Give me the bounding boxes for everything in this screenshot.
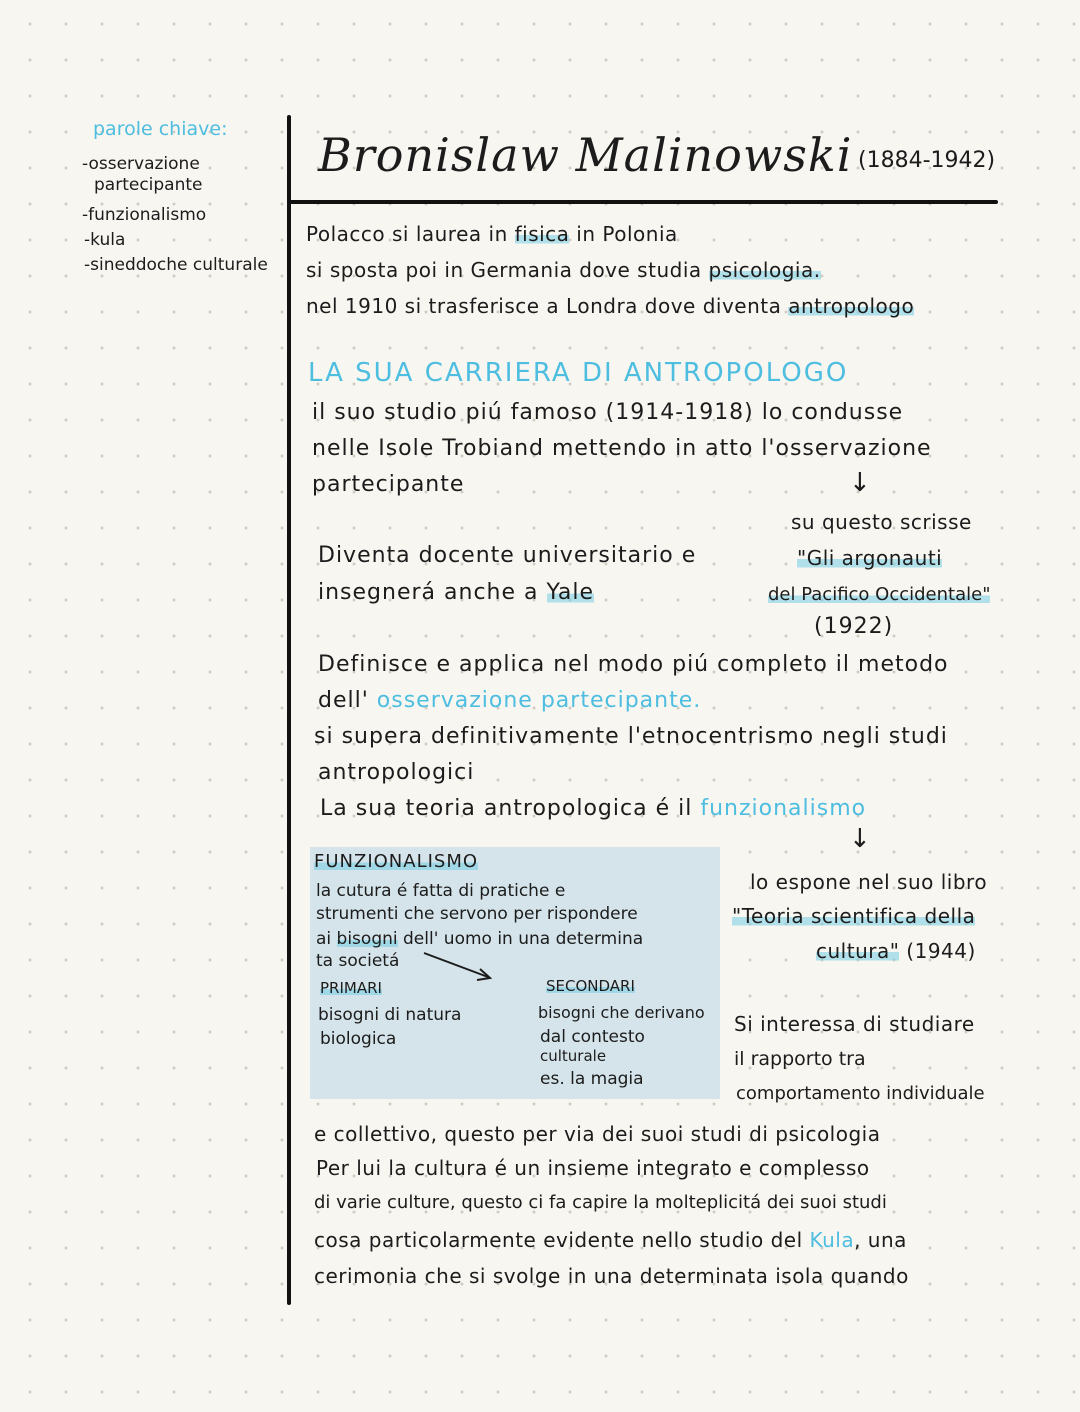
closing-line-4 xyxy=(314,1228,907,1252)
vertical-divider xyxy=(287,115,291,1305)
intro-text: nel 1910 si trasferisce a Londra dove diventa xyxy=(306,294,782,318)
method-line-1: Definisce e applica nel modo piú completo il metodo xyxy=(318,652,949,677)
interest-line-1: Si interessa di studiare xyxy=(734,1012,975,1036)
career-line-2: nelle Isole Trobiand mettendo in atto l'osservazione xyxy=(312,436,932,461)
box-line-1: la cutura é fatta di pratiche e xyxy=(316,881,566,901)
page-title: Bronislaw Malinowski xyxy=(318,128,853,182)
header-underline xyxy=(287,200,998,204)
docente-line-2 xyxy=(318,580,594,605)
closing-text: cosa particolarmente evidente nello studio del xyxy=(314,1228,803,1252)
highlight-pacifico: del Pacifico Occidentale" xyxy=(768,584,991,605)
career-line-3: partecipante xyxy=(312,472,465,497)
keyword-item: -funzionalismo xyxy=(82,205,207,225)
intro-text: si sposta poi in Germania dove studia xyxy=(306,258,702,282)
book2-line-1: lo espone nel suo libro xyxy=(750,870,988,894)
box-text: dell' uomo in una determina xyxy=(403,929,644,949)
highlight-antropologo: antropologo xyxy=(788,294,915,318)
interest-line-2: il rapporto tra xyxy=(734,1048,866,1070)
intro-line-1 xyxy=(306,222,678,246)
keyword-item: -osservazione xyxy=(82,154,200,174)
method-line-5 xyxy=(320,796,866,821)
highlight-bisogni: bisogni xyxy=(336,929,398,949)
docente-line-1: Diventa docente universitario e xyxy=(318,543,697,568)
primari-line-1: bisogni di natura xyxy=(318,1005,462,1025)
highlight-fisica: fisica xyxy=(514,222,570,246)
book1-year: (1922) xyxy=(814,614,894,639)
intro-line-3 xyxy=(306,294,914,318)
intro-text: Polacco si laurea in xyxy=(306,222,508,246)
sidebar-heading: parole chiave: xyxy=(93,118,228,140)
interest-line-3: comportamento individuale xyxy=(736,1083,985,1104)
closing-keyword: Kula xyxy=(809,1228,855,1252)
title-dates: (1884-1942) xyxy=(858,148,996,173)
secondari-line-1: bisogni che derivano xyxy=(538,1003,705,1022)
highlight-teoria: "Teoria scientifica della xyxy=(732,904,976,928)
book2-line-3 xyxy=(816,939,976,963)
method-line-3: si supera definitivamente l'etnocentrismo negli studi xyxy=(314,724,948,749)
primari-title-text: PRIMARI xyxy=(320,979,382,997)
keyword-item: -kula xyxy=(84,230,126,250)
book1-line-1: su questo scrisse xyxy=(791,510,972,534)
method-line-4: antropologici xyxy=(318,760,475,785)
closing-line-5: cerimonia che si svolge in una determinata isola quando xyxy=(314,1264,909,1288)
section-heading-career: LA SUA CARRIERA DI ANTROPOLOGO xyxy=(308,358,849,388)
book1-line-2 xyxy=(797,546,942,570)
career-line-1: il suo studio piú famoso (1914-1918) lo condusse xyxy=(312,400,904,425)
arrow-down-icon: ↓ xyxy=(849,468,871,498)
secondari-line-4: es. la magia xyxy=(540,1069,644,1089)
secondari-line-3: culturale xyxy=(540,1047,607,1065)
book2-year: (1944) xyxy=(906,939,976,963)
method-text: La sua teoria antropologica é il xyxy=(320,796,693,821)
highlight-yale: Yale xyxy=(546,580,595,605)
docente-text: insegnerá anche a xyxy=(318,580,539,605)
highlight-cultura: cultura" xyxy=(816,939,900,963)
box-title-text: FUNZIONALISMO xyxy=(314,851,479,872)
box-title xyxy=(314,851,478,872)
funzionalismo-box xyxy=(310,847,720,1099)
secondari-title xyxy=(546,977,635,995)
book1-line-3 xyxy=(768,584,990,605)
primari-title xyxy=(320,979,382,997)
method-keyword: osservazione partecipante. xyxy=(376,688,702,713)
box-line-4: ta societá xyxy=(316,951,400,971)
closing-line-2: Per lui la cultura é un insieme integrato e complesso xyxy=(316,1156,870,1180)
secondari-title-text: SECONDARI xyxy=(546,977,635,995)
secondari-line-2: dal contesto xyxy=(540,1027,645,1047)
closing-line-1: e collettivo, questo per via dei suoi studi di psicologia xyxy=(314,1122,881,1146)
keyword-item: partecipante xyxy=(94,175,203,195)
box-line-2: strumenti che servono per rispondere xyxy=(316,904,638,924)
method-text: dell' xyxy=(318,688,369,713)
primari-line-2: biologica xyxy=(320,1029,397,1049)
arrow-diagonal-icon xyxy=(420,947,500,987)
closing-text: , una xyxy=(854,1228,907,1252)
intro-line-2 xyxy=(306,258,821,282)
highlight-psicologia: psicologia. xyxy=(708,258,821,282)
highlight-argonauti: "Gli argonauti xyxy=(797,546,943,570)
box-text: ai xyxy=(316,929,332,949)
book2-line-2 xyxy=(732,904,975,928)
closing-line-3: di varie culture, questo ci fa capire la molteplicitá dei suoi studi xyxy=(314,1192,887,1213)
method-keyword: funzionalismo xyxy=(700,796,867,821)
box-line-3 xyxy=(316,929,643,949)
method-line-2 xyxy=(318,688,701,713)
keyword-item: -sineddoche culturale xyxy=(84,255,268,275)
intro-text: in Polonia xyxy=(576,222,678,246)
arrow-down-icon: ↓ xyxy=(849,824,871,854)
